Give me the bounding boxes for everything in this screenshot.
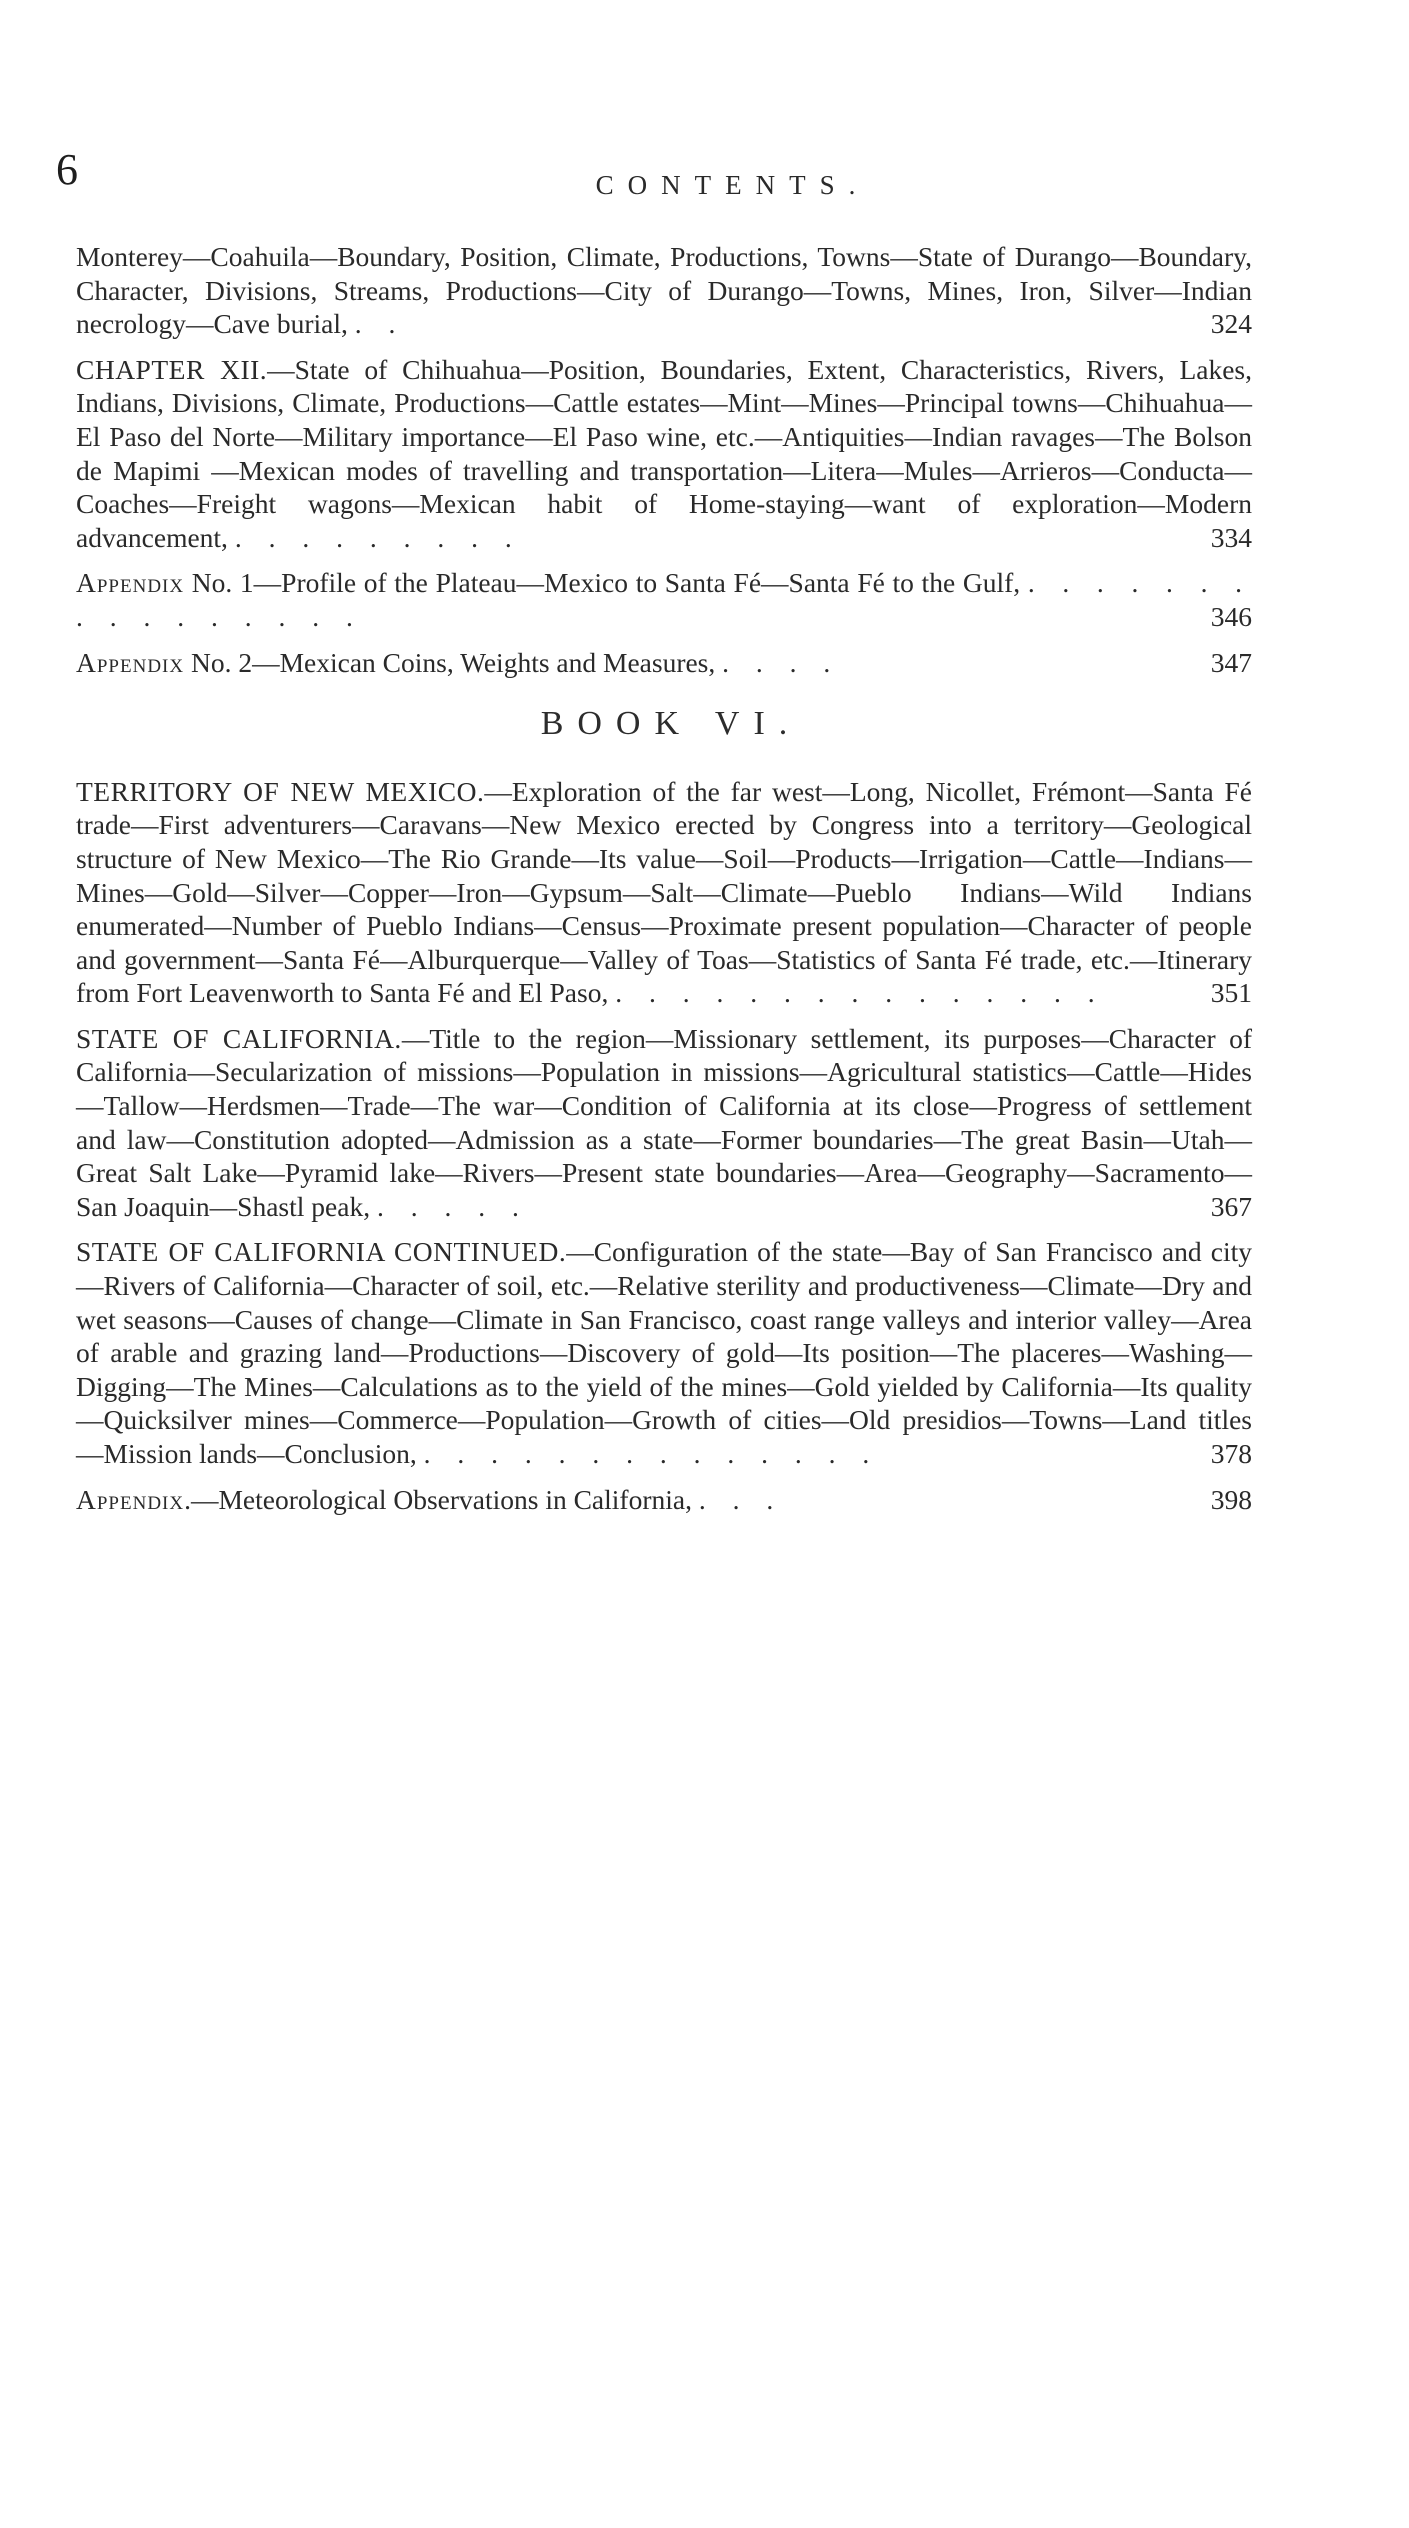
entry-heading: STATE OF CALIFORNIA. <box>76 1022 402 1054</box>
contents-entry <box>76 1483 1252 1517</box>
entry-page-number: 351 <box>1210 977 1252 1009</box>
entry-page-number: 334 <box>1210 521 1252 553</box>
entry-heading: Appendix <box>76 567 185 599</box>
contents-part-1 <box>76 240 1252 679</box>
contents-entry <box>76 775 1252 1010</box>
entry-page-number: 398 <box>1210 1483 1252 1515</box>
entry-text: —Configuration of the state—Bay of San Francisco and city—Rivers of California—Character of soil, etc.—Relative sterility and productiveness—Climate—Dry and wet seasons—Causes of change—Climate in San Francisco, coast range valleys and interior valley—Area of arable and grazing land—Productions—Discovery of gold—Its position—The placeres—Washing—Digging—The Mines—Calculations as to the yield of the mines—Gold yielded by California—Its quality—Quicksilver mines—Commerce—Population—Growth of cities—Old presidios—Towns—Land titles—Mission lands—Conclusion, <box>76 1236 1252 1469</box>
entry-text: —Exploration of the far west—Long, Nicollet, Frémont—Santa Fé trade—First adventurers—Caravans—New Mexico erected by Congress into a territory—Geological structure of New Mexico—The Rio Grande—Its value—Soil—Products—Irrigation—Cattle—Indians—Mines—Gold—Silver—Copper—Iron—Gypsum—Salt—Climate—Pueblo Indians—Wild Indians enumerated—Number of Pueblo Indians—Census—Proximate present population—Character of people and government—Santa Fé—Alburquerque—Valley of Toas—Statistics of Santa Fé trade, etc.—Itinerary from Fort Leavenworth to Santa Fé and El Paso, <box>76 775 1252 1009</box>
dot-leader: . . <box>354 308 406 340</box>
contents-entry <box>76 1235 1252 1470</box>
contents-body <box>76 240 1252 1528</box>
dot-leader: . . . . . . . . . . . . . . <box>423 1438 880 1469</box>
entry-heading: TERRITORY OF NEW MEXICO. <box>76 775 485 807</box>
entry-text: —Title to the region—Missionary settlement, its purposes—Character of California—Secularization of missions—Population in missions—Agricultural statistics—Cattle—Hides—Tallow—Herdsmen—Trade—The war—Condition of California at its close—Progress of settlement and law—Constitution adopted—Admission as a state—Former boundaries—The great Basin—Utah—Great Salt Lake—Pyramid lake—Rivers—Present state boundaries—Area—Geography—Sacramento—San Joaquin—Shastl peak, <box>76 1022 1253 1222</box>
entry-page-number: 324 <box>1210 308 1252 340</box>
dot-leader: . . . . . . . . . . . . . . . . <box>76 567 1253 632</box>
dot-leader: . . . <box>698 1483 784 1515</box>
dot-leader: . . . . . <box>376 1190 529 1222</box>
dot-leader: . . . . . . . . . <box>234 521 522 553</box>
entry-heading: CHAPTER XII. <box>76 353 268 385</box>
entry-page-number: 367 <box>1210 1190 1252 1222</box>
entry-page-number: 347 <box>1210 646 1252 678</box>
contents-entry <box>76 353 1252 555</box>
page-number: 6 <box>56 145 78 194</box>
book-heading: BOOK VI. <box>540 705 802 743</box>
dot-leader: . . . . <box>722 646 841 678</box>
entry-text: —State of Chihuahua—Position, Boundaries, Extent, Characteristics, Rivers, Lakes, Indians, Divisions, Climate, Productions—Cattle estates—Mint—Mines—Principal towns—Chihuahua—El Paso del Norte—Military importance—El Paso wine, etc.—Antiquities—Indian ravages—The Bolson de Mapimi —Mexican modes of travelling and transportation—Litera—Mules—Arrieros—Conducta—Coaches—Freight wagons—Mexican habit of Home-staying—want of exploration—Modern advancement, <box>76 353 1252 553</box>
entry-page-number: 346 <box>1210 600 1252 632</box>
contents-entry <box>76 1022 1252 1224</box>
entry-heading: Appendix <box>76 646 185 678</box>
entry-text: Monterey—Coahuila—Boundary, Position, Climate, Productions, Towns—State of Durango—Boundary, Character, Divisions, Streams, Productions—City of Durango—Towns, Mines, Iron, Silver—Indian necrology—Cave burial, <box>76 241 1252 340</box>
entry-text: No. 1—Profile of the Plateau—Mexico to Santa Fé—Santa Fé to the Gulf, <box>184 567 1021 599</box>
contents-entry <box>76 240 1252 341</box>
entry-text: .—Meteorological Observations in California, <box>184 1483 692 1515</box>
contents-entry <box>76 646 1252 680</box>
entry-page-number: 378 <box>1210 1438 1252 1469</box>
entry-text: No. 2—Mexican Coins, Weights and Measures, <box>184 646 716 678</box>
entry-heading: STATE OF CALIFORNIA CONTINUED. <box>76 1236 567 1268</box>
running-head: CONTENTS. <box>595 170 870 200</box>
entry-heading: Appendix <box>76 1483 185 1515</box>
contents-part-2 <box>76 775 1252 1516</box>
contents-entry <box>76 566 1252 633</box>
dot-leader: . . . . . . . . . . . . . . . <box>615 977 1105 1009</box>
